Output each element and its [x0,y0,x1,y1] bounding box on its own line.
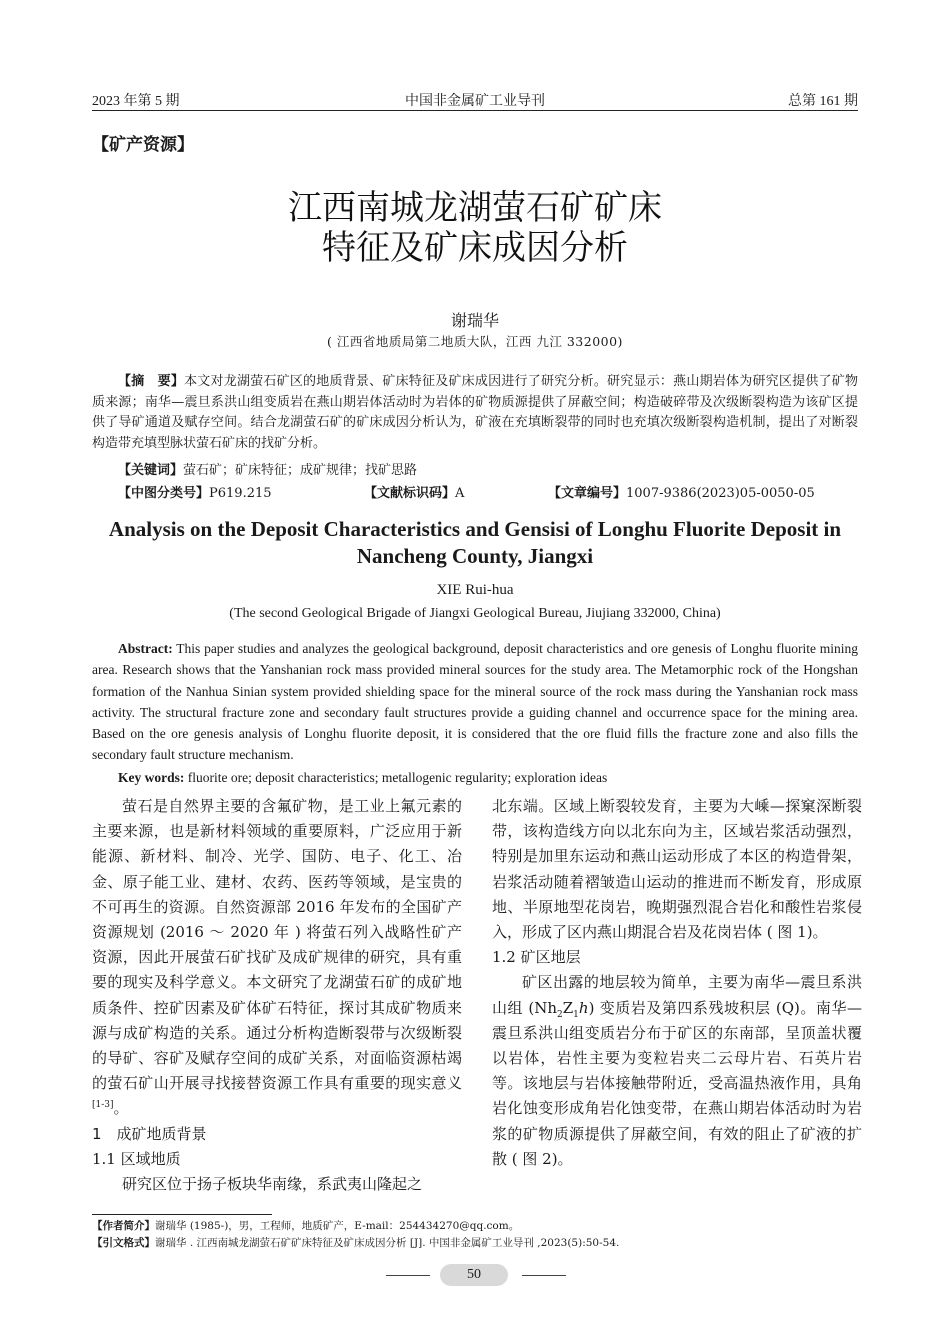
citation-label: 【引文格式】 [92,1237,155,1249]
heading-1: 1 成矿地质背景 [92,1124,207,1143]
strata-sub-1: 2 [557,1009,563,1020]
strata-paragraph [492,970,862,1172]
abstract-cn-text: 本文对龙湖萤石矿区的地质背景、矿床特征及矿床成因进行了研究分析。研究显示：燕山期岩体为研究区提供了矿物质来源；南华—震旦系洪山组变质岩在燕山期岩体活动时为岩体的矿物质源提供了屏蔽空间；构造破碎带及次级断裂构造为该矿区提供了导矿通道及赋存空间。结合龙湖萤石矿的矿床成因分析认为，矿液在充填断裂带的同时也充填次级断裂构造机制，提出了对断裂构造带充填型脉状萤石矿床的找矿分析。 [92,374,858,451]
region-paragraph-start: 研究区位于扬子板块华南缘，系武夷山隆起之 [122,1175,423,1194]
journal-name: 中国非金属矿工业导刊 [405,94,545,109]
citation-text: 谢瑞华 . 江西南城龙湖萤石矿矿床特征及矿床成因分析 [J]. 中国非金属矿工业导刊 ,2023(5):50-54. [155,1237,620,1249]
keywords-cn-text: 萤石矿；矿床特征；成矿规律；找矿思路 [183,463,418,478]
english-keywords [118,770,607,786]
footnote-rule [92,1214,272,1215]
english-title-line-1: Analysis on the Deposit Characteristics and Gensisi of Longhu Fluorite Deposit in [108,517,842,541]
strata-z: Z [562,998,574,1017]
strata-h: h [578,998,589,1017]
article-number-label: 【文章编号】 [548,486,627,501]
english-abstract-label: Abstract: [118,641,173,656]
page-number: 50 [440,1264,508,1286]
author-name: 谢瑞华 [450,311,499,330]
strata-text-a: 矿区出露的地层较为简单，主要为南华—震旦系洪山组 (Nh [492,973,862,1017]
author-affiliation: ( 江西省地质局第二地质大队，江西 九江 332000) [327,334,623,349]
body-column-left [92,794,462,1197]
intro-text: 萤石是自然界主要的含氟矿物，是工业上氟元素的主要来源，也是新材料领域的重要原料，广泛应用于新能源、新材料、制冷、光学、国防、电子、化工、冶金、原子能工业、建材、农药、医药等领域，是宝贵的不可再生的资源。自然资源部 2016 年发布的全国矿产资源规划 (2016 ～ 2020 年 ) 将萤石列入战略性矿产资源，因此开展萤石矿找矿及成矿规律的研究，具有重要的现实及科学意义。本文研究了龙湖萤石矿的成矿地质条件、控矿因素及矿体矿石特征，探讨其成矿物质来源与成矿构造的关系。通过分析构造断裂带与次级断裂的导矿、容矿及赋存空间的成矿关系，对面临资源枯竭的萤石矿山开展寻找接替资源工作具有重要的现实意义 [92,797,462,1093]
page-number-rule-left [386,1275,430,1276]
classification-line [118,482,858,502]
intro-paragraph [92,794,462,1122]
abstract-cn-label: 【摘 要】 [118,374,185,389]
abstract-cn [92,372,858,454]
title-line-1: 江西南城龙湖萤石矿矿床 [288,188,662,228]
body-column-right [492,794,862,1172]
heading-1-1: 1.1 区域地质 [92,1149,181,1168]
issue-label: 2023 年第 5 期 [92,94,180,109]
english-abstract [92,638,858,766]
english-title-line-2: Nancheng County, Jiangxi [356,544,594,568]
page-number-rule-right [522,1275,566,1276]
english-author: XIE Rui-hua [436,582,514,598]
heading-1-2: 1.2 矿区地层 [492,948,581,967]
clc-value: P619.215 [209,486,272,501]
author-bio-text: 谢瑞华 (1985-)，男，工程师，地质矿产，E-mail：254434270@qq.com。 [155,1220,520,1232]
english-keywords-label: Key words: [118,770,185,785]
doc-code-label: 【文献标识码】 [364,486,456,501]
keywords-cn-label: 【关键词】 [118,463,184,478]
english-affiliation: (The second Geological Brigade of Jiangxi Geological Bureau, Jiujiang 332000, China) [229,606,721,621]
intro-period: 。 [113,1099,129,1118]
page-number-footer [0,1264,950,1286]
author-bio-label: 【作者简介】 [92,1220,155,1232]
running-header [92,90,858,112]
clc-block [118,482,272,501]
title-line-2: 特征及矿床成因分析 [322,228,628,268]
clc-label: 【中图分类号】 [118,486,210,501]
strata-text-b: ) 变质岩及第四系残坡积层 (Q)。南华—震旦系洪山组变质岩分布于矿区的东南部，呈顶盖状覆以岩体，岩性主要为变粒岩夹二云母片岩、石英片岩等。该地层与岩体接触带附近，受高温热液作用，具角岩化蚀变形成角岩化蚀变带，在燕山期岩体活动时为岩浆的矿物质源提供了屏蔽空间，有效的阻止了矿液的扩散 ( 图 2)。 [492,998,862,1168]
article-number-value: 1007-9386(2023)05-0050-05 [626,486,815,501]
section-tag: 【矿产资源】 [92,135,194,155]
english-abstract-text: This paper studies and analyzes the geological background, deposit characteristics and ore genesis of Longhu fluorite mining area. Research shows that the Yanshanian rock mass provided mineral sources for the study area. The Metamorphic rock of the Hongshan formation of the Nanhua Sinian system provided shielding space for the mineral source of the rock mass during the Yanshanian rock mass activity. The structural fracture zone and secondary fault structures provide a guiding channel and occurrence space for the mining area. Based on the ore genesis analysis of Longhu fluorite deposit, it is considered that the ore fluid fills the fracture zone and also fills the secondary fault structure mechanism. [92,641,858,763]
header-rule [92,110,858,111]
doc-code-value: A [455,486,465,501]
english-title [92,516,858,570]
english-keywords-text: fluorite ore; deposit characteristics; metallogenic regularity; exploration ideas [187,770,608,785]
doc-code-block [364,482,464,501]
article-title [92,188,858,268]
total-issue-label: 总第 161 期 [788,94,858,109]
article-number-block [548,482,815,501]
strata-sub-2: 1 [573,1009,579,1020]
intro-citation: [1-3] [92,1100,114,1111]
region-paragraph-cont: 北东端。区域上断裂较发育，主要为大嵊—探窠深断裂带，该构造线方向以北东向为主，区域岩浆活动强烈，特别是加里东运动和燕山运动形成了本区的构造骨架，岩浆活动随着褶皱造山运动的推进而不断发育，形成原地、半原地型花岗岩，晚期强烈混合岩化和酸性岩浆侵入，形成了区内燕山期混合岩及花岗岩体 ( 图 1)。 [492,797,862,942]
citation-footnote [92,1235,858,1250]
author-bio-footnote [92,1218,858,1233]
keywords-cn [118,459,417,478]
